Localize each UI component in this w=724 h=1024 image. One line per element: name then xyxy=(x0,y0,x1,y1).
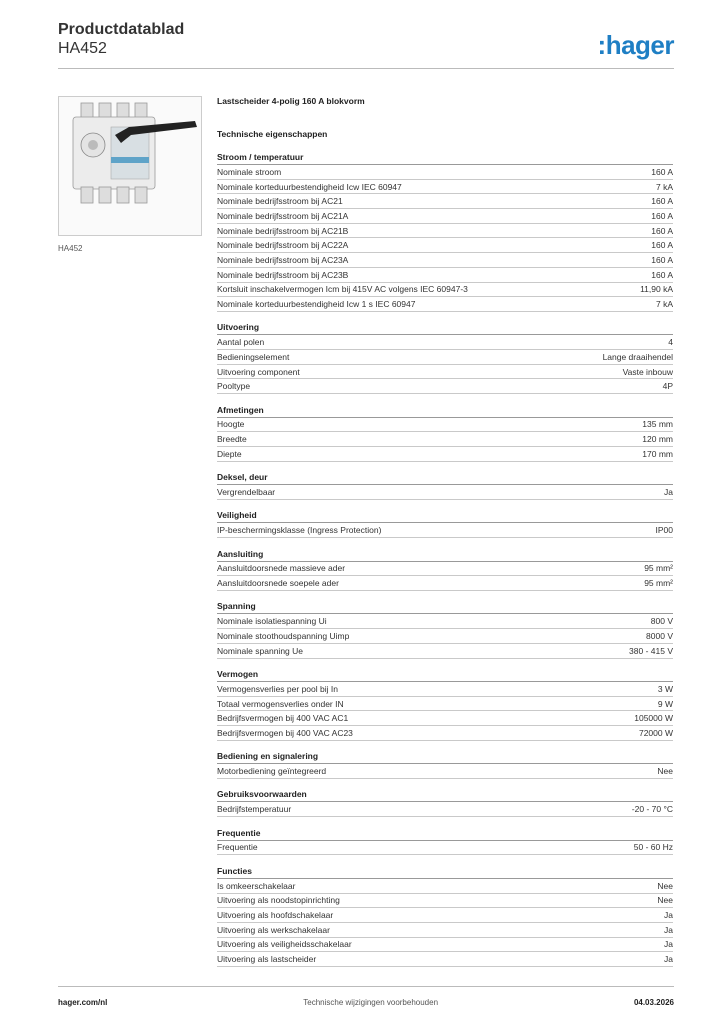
spec-value: 160 A xyxy=(651,269,673,280)
spec-label: Motorbediening geïntegreerd xyxy=(217,766,327,777)
spec-label: Frequentie xyxy=(217,842,258,853)
spec-value: 160 A xyxy=(651,166,673,177)
spec-row xyxy=(217,350,673,365)
spec-label: Is omkeerschakelaar xyxy=(217,880,296,891)
spec-section xyxy=(217,404,673,462)
spec-section xyxy=(217,668,673,741)
spec-row xyxy=(217,682,673,697)
spec-sections xyxy=(217,151,673,967)
spec-label: Nominale korteduurbestendigheid Icw 1 s IEC 60947 xyxy=(217,299,416,310)
spec-value: 50 - 60 Hz xyxy=(633,842,673,853)
spec-label: Kortsluit inschakelvermogen Icm bij 415V AC volgens IEC 60947-3 xyxy=(217,284,468,295)
spec-label: Uitvoering als werkschakelaar xyxy=(217,924,330,935)
spec-value: 3 W xyxy=(657,683,673,694)
section-title: Gebruiksvoorwaarden xyxy=(217,788,673,802)
header-divider xyxy=(58,68,674,69)
spec-value: 95 mm² xyxy=(644,578,673,589)
spec-row xyxy=(217,562,673,577)
spec-row xyxy=(217,335,673,350)
footer-disclaimer: Technische wijzigingen voorbehouden xyxy=(303,998,439,1007)
spec-section xyxy=(217,600,673,658)
spec-section xyxy=(217,321,673,394)
spec-label: Nominale bedrijfsstroom bij AC21 xyxy=(217,196,343,207)
section-title: Frequentie xyxy=(217,827,673,841)
load-break-switch-icon xyxy=(59,97,201,235)
spec-value: 380 - 415 V xyxy=(629,645,673,656)
spec-value: 7 kA xyxy=(655,181,673,192)
spec-label: Nominale bedrijfsstroom bij AC23A xyxy=(217,254,349,265)
section-title: Veiligheid xyxy=(217,509,673,523)
spec-row xyxy=(217,447,673,462)
spec-section xyxy=(217,827,673,856)
spec-label: IP-beschermingsklasse (Ingress Protection) xyxy=(217,525,382,536)
spec-value: Vaste inbouw xyxy=(622,366,673,377)
spec-value: Ja xyxy=(664,910,673,921)
spec-row xyxy=(217,576,673,591)
spec-label: Uitvoering als hoofdschakelaar xyxy=(217,910,334,921)
spec-label: Bedrijfsvermogen bij 400 VAC AC23 xyxy=(217,727,353,738)
spec-label: Nominale bedrijfsstroom bij AC22A xyxy=(217,240,349,251)
section-title: Uitvoering xyxy=(217,321,673,335)
spec-row xyxy=(217,908,673,923)
spec-label: Nominale bedrijfsstroom bij AC23B xyxy=(217,269,349,280)
product-description: Lastscheider 4-polig 160 A blokvorm xyxy=(217,96,365,106)
spec-content xyxy=(217,96,673,976)
spec-section xyxy=(217,509,673,538)
section-title: Aansluiting xyxy=(217,548,673,562)
spec-value: 170 mm xyxy=(642,448,673,459)
spec-row xyxy=(217,802,673,817)
spec-row xyxy=(217,194,673,209)
spec-value: 160 A xyxy=(651,210,673,221)
spec-label: Nominale stoothoudspanning Uimp xyxy=(217,630,350,641)
section-title: Functies xyxy=(217,865,673,879)
spec-label: Nominale stroom xyxy=(217,166,282,177)
spec-row xyxy=(217,923,673,938)
spec-row xyxy=(217,418,673,433)
spec-label: Breedte xyxy=(217,434,247,445)
spec-row xyxy=(217,614,673,629)
spec-label: Totaal vermogensverlies onder IN xyxy=(217,698,344,709)
spec-row xyxy=(217,297,673,312)
spec-row xyxy=(217,165,673,180)
spec-label: Diepte xyxy=(217,448,242,459)
spec-row xyxy=(217,644,673,659)
spec-label: Hoogte xyxy=(217,419,245,430)
spec-row xyxy=(217,238,673,253)
spec-label: Nominale korteduurbestendigheid Icw IEC 60947 xyxy=(217,181,402,192)
spec-label: Nominale spanning Ue xyxy=(217,645,303,656)
spec-value: 11,90 kA xyxy=(640,284,673,295)
spec-value: Lange draaihendel xyxy=(602,351,673,362)
section-title: Spanning xyxy=(217,600,673,614)
spec-label: Aansluitdoorsnede massieve ader xyxy=(217,563,346,574)
spec-value: IP00 xyxy=(655,525,673,536)
spec-value: 160 A xyxy=(651,225,673,236)
spec-label: Aantal polen xyxy=(217,337,265,348)
spec-value: 105000 W xyxy=(634,713,673,724)
spec-value: Nee xyxy=(657,895,673,906)
spec-label: Uitvoering component xyxy=(217,366,300,377)
spec-row xyxy=(217,365,673,380)
spec-row xyxy=(217,764,673,779)
spec-label: Nominale bedrijfsstroom bij AC21B xyxy=(217,225,349,236)
spec-value: 160 A xyxy=(651,240,673,251)
spec-row xyxy=(217,952,673,967)
product-photo xyxy=(58,96,202,236)
footer-website: hager.com/nl xyxy=(58,998,108,1007)
spec-row xyxy=(217,379,673,394)
spec-label: Uitvoering als veiligheidsschakelaar xyxy=(217,939,352,950)
spec-row xyxy=(217,726,673,741)
spec-row xyxy=(217,894,673,909)
spec-row xyxy=(217,697,673,712)
spec-value: Ja xyxy=(664,954,673,965)
section-title: Stroom / temperatuur xyxy=(217,151,673,165)
spec-section xyxy=(217,788,673,817)
spec-value: Nee xyxy=(657,766,673,777)
spec-row xyxy=(217,938,673,953)
spec-label: Bedieningselement xyxy=(217,351,290,362)
spec-value: 800 V xyxy=(650,616,673,627)
section-title: Afmetingen xyxy=(217,404,673,418)
technical-properties-title: Technische eigenschappen xyxy=(217,129,328,139)
spec-row xyxy=(217,209,673,224)
spec-label: Bedrijfsvermogen bij 400 VAC AC1 xyxy=(217,713,349,724)
image-caption: HA452 xyxy=(58,244,83,253)
spec-row xyxy=(217,879,673,894)
spec-value: Ja xyxy=(664,487,673,498)
section-title: Bediening en signalering xyxy=(217,750,673,764)
footer-date: 04.03.2026 xyxy=(633,998,674,1007)
spec-row xyxy=(217,841,673,856)
spec-value: Nee xyxy=(657,880,673,891)
spec-row xyxy=(217,180,673,195)
spec-label: Uitvoering als noodstopinrichting xyxy=(217,895,340,906)
spec-value: 120 mm xyxy=(642,434,673,445)
spec-section xyxy=(217,548,673,591)
spec-label: Uitvoering als lastscheider xyxy=(217,954,317,965)
spec-section xyxy=(217,865,673,967)
spec-value: 9 W xyxy=(657,698,673,709)
spec-row xyxy=(217,711,673,726)
document-title: Productdatablad xyxy=(58,21,185,38)
spec-value: 8000 V xyxy=(646,630,673,641)
spec-value: Ja xyxy=(664,924,673,935)
spec-label: Aansluitdoorsnede soepele ader xyxy=(217,578,339,589)
spec-value: 7 kA xyxy=(655,299,673,310)
page-header xyxy=(58,20,674,58)
spec-value: Ja xyxy=(664,939,673,950)
spec-row xyxy=(217,432,673,447)
spec-label: Pooltype xyxy=(217,381,251,392)
product-code: HA452 xyxy=(58,40,107,57)
spec-row xyxy=(217,485,673,500)
spec-value: 160 A xyxy=(651,196,673,207)
spec-label: Nominale bedrijfsstroom bij AC21A xyxy=(217,210,349,221)
spec-label: Nominale isolatiespanning Ui xyxy=(217,616,327,627)
spec-row xyxy=(217,253,673,268)
spec-row xyxy=(217,224,673,239)
page-footer xyxy=(58,998,674,1007)
section-title: Deksel, deur xyxy=(217,471,673,485)
spec-value: 4P xyxy=(662,381,673,392)
spec-value: 4 xyxy=(668,337,673,348)
spec-row xyxy=(217,523,673,538)
spec-row xyxy=(217,268,673,283)
spec-section xyxy=(217,750,673,779)
spec-row xyxy=(217,629,673,644)
spec-label: Vermogensverlies per pool bij In xyxy=(217,683,338,694)
spec-label: Bedrijfstemperatuur xyxy=(217,804,292,815)
spec-value: 95 mm² xyxy=(644,563,673,574)
spec-value: 72000 W xyxy=(638,727,673,738)
spec-section xyxy=(217,151,673,312)
spec-label: Vergrendelbaar xyxy=(217,487,276,498)
spec-value: 135 mm xyxy=(642,419,673,430)
spec-value: -20 - 70 °C xyxy=(631,804,673,815)
section-title: Vermogen xyxy=(217,668,673,682)
spec-value: 160 A xyxy=(651,254,673,265)
hager-logo: :hager xyxy=(597,30,674,60)
spec-row xyxy=(217,283,673,298)
footer-divider xyxy=(58,986,674,987)
spec-section xyxy=(217,471,673,500)
